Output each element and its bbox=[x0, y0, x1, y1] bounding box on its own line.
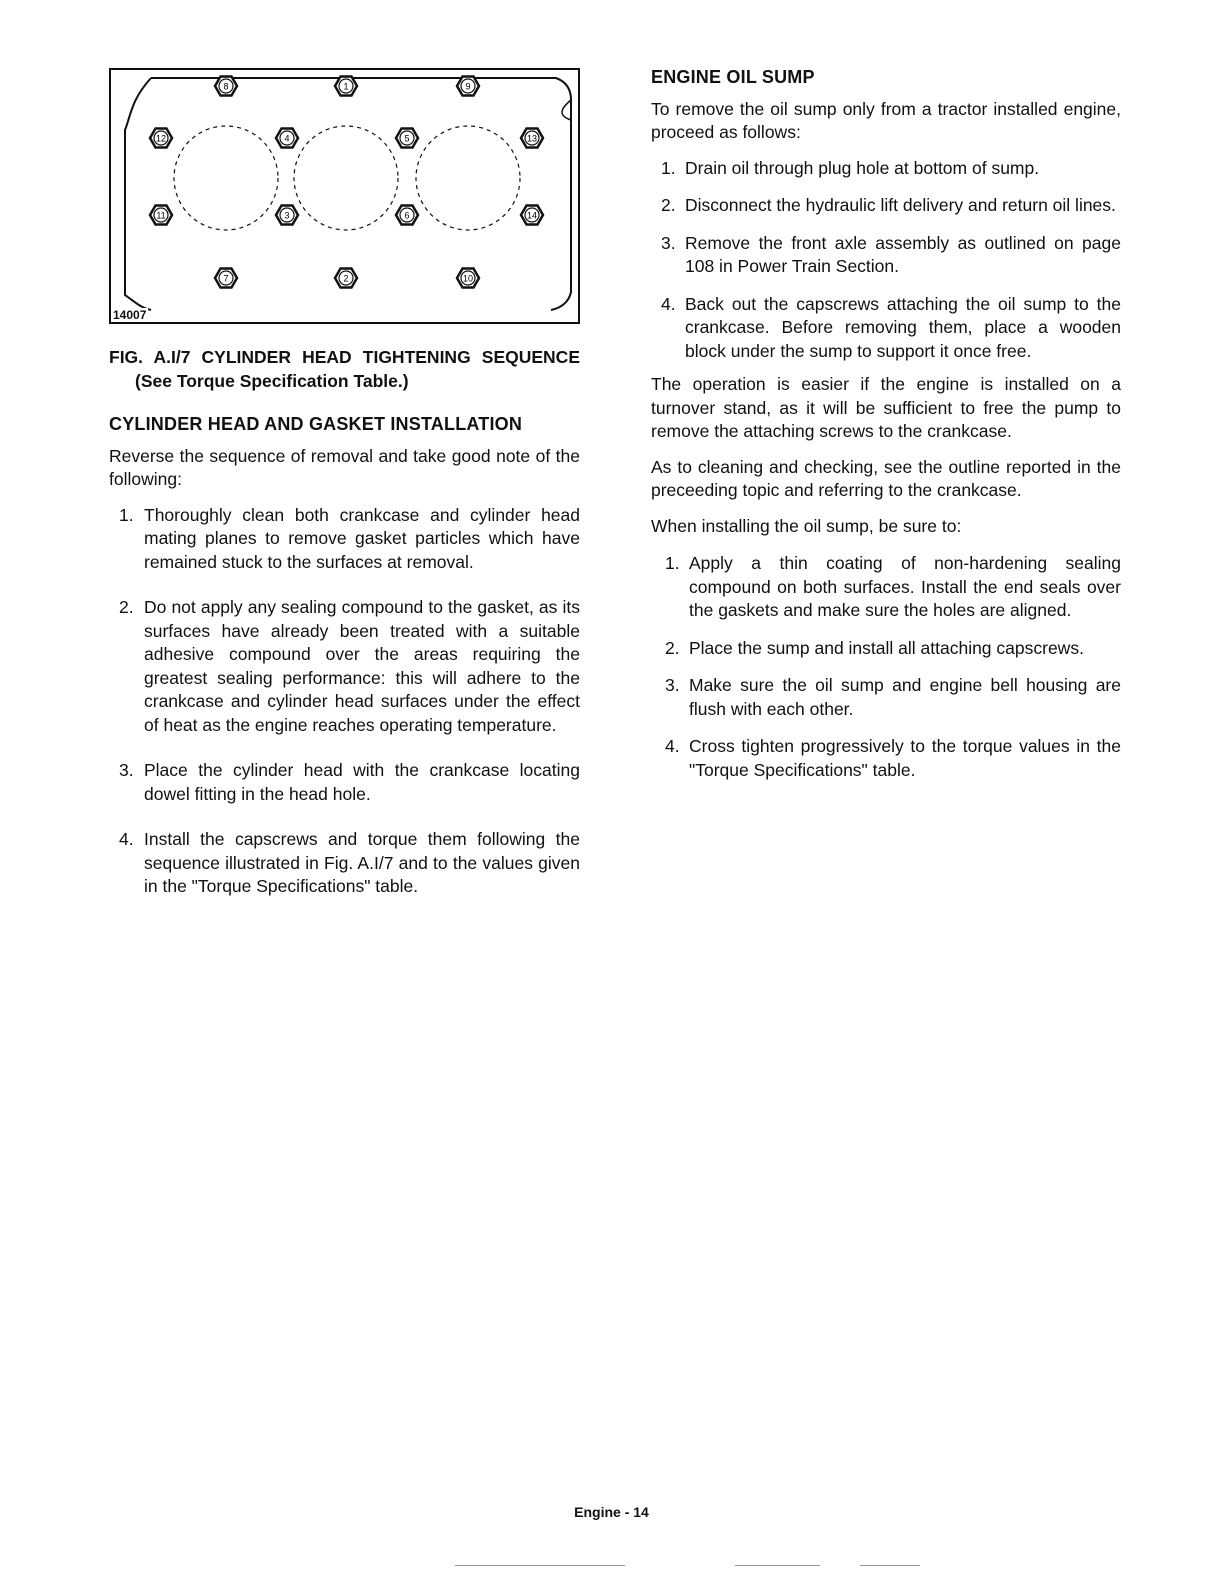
bolt-12 bbox=[150, 129, 172, 148]
bolt-number-label: 12 bbox=[155, 133, 167, 144]
paragraph-turnover-stand: The operation is easier if the engine is installed on a turnover stand, as it will be sufficient to free the pump to remove the attaching screws to the crankcase. bbox=[651, 374, 1121, 441]
cylinder-head-figure bbox=[109, 68, 580, 324]
bolt-number-label: 7 bbox=[223, 273, 229, 284]
intro-paragraph: Reverse the sequence of removal and take good note of the following: bbox=[109, 445, 580, 489]
figure-caption: FIG. A.I/7 CYLINDER HEAD TIGHTENING SEQUENCE (See Torque Specification Table.) bbox=[109, 347, 580, 391]
bolt-number-label: 8 bbox=[223, 81, 229, 92]
bolt-13 bbox=[521, 129, 543, 148]
bolt-number-label: 11 bbox=[156, 210, 166, 221]
list-item: 2. Place the sump and install all attaching capscrews. bbox=[665, 637, 1084, 658]
list-item: 1. Apply a thin coating of non-hardening sealing compound on both surfaces. Install the end seals over the gaskets and make sure the holes are aligned. bbox=[665, 553, 1121, 620]
bolt-number-label: 2 bbox=[343, 273, 349, 284]
cylinder-bore bbox=[174, 126, 278, 230]
bolt-1 bbox=[335, 77, 357, 96]
list-item: 4. Back out the capscrews attaching the oil sump to the crankcase. Before removing them, place a wooden block under the sump to support it once free. bbox=[661, 293, 1121, 361]
bolt-4 bbox=[276, 129, 298, 148]
bolt-7 bbox=[215, 269, 237, 288]
cylinder-bore bbox=[294, 126, 398, 230]
figure-id-label: 14007 bbox=[113, 308, 147, 322]
bolt-8 bbox=[215, 77, 237, 96]
section-heading-cylinder-head: CYLINDER HEAD AND GASKET INSTALLATION bbox=[109, 414, 523, 434]
intro-paragraph: To remove the oil sump only from a tractor installed engine, proceed as follows: bbox=[651, 98, 1121, 142]
bolt-2 bbox=[335, 269, 357, 288]
bolt-number-label: 3 bbox=[284, 210, 290, 221]
installation-steps-list bbox=[109, 504, 580, 899]
bolt-10 bbox=[457, 269, 479, 288]
installing-steps-list bbox=[651, 552, 1121, 782]
list-item: 2. Do not apply any sealing compound to the gasket, as its surfaces have already been treated with a suitable adhesive compound over the areas requiring the greatest sealing performance: this will adhere to the crankcase and cylinder head surfaces under the effect of heat as the engine reaches operating temperature. bbox=[119, 597, 580, 735]
bolt-9 bbox=[457, 77, 479, 96]
scan-artifact-line bbox=[860, 1565, 920, 1566]
list-item: 1. Drain oil through plug hole at bottom of sump. bbox=[661, 157, 1040, 178]
section-heading-oil-sump: ENGINE OIL SUMP bbox=[651, 67, 815, 87]
bolt-5 bbox=[396, 129, 418, 148]
bolt-number-label: 13 bbox=[526, 133, 538, 144]
bolt-number-label: 14 bbox=[526, 210, 538, 221]
paragraph-cleaning: As to cleaning and checking, see the outline reported in the preceeding topic and referring to the crankcase. bbox=[651, 456, 1121, 500]
scan-artifact-line bbox=[735, 1565, 820, 1566]
bolt-3 bbox=[276, 206, 298, 225]
list-item: 1. Thoroughly clean both crankcase and cylinder head mating planes to remove gasket particles which have remained stuck to the surfaces at removal. bbox=[119, 504, 580, 572]
list-item: 4. Cross tighten progressively to the torque values in the "Torque Specifications" table. bbox=[665, 736, 1121, 780]
right-column bbox=[651, 66, 1121, 796]
left-column bbox=[109, 68, 580, 913]
page-footer: Engine - 14 bbox=[574, 1504, 649, 1520]
bolt-11 bbox=[150, 206, 172, 225]
bolt-number-label: 10 bbox=[462, 273, 474, 284]
list-item: 2. Disconnect the hydraulic lift delivery and return oil lines. bbox=[661, 195, 1116, 215]
removal-steps-list bbox=[651, 157, 1121, 364]
list-item: 3. Make sure the oil sump and engine bell housing are flush with each other. bbox=[665, 675, 1121, 719]
list-item: 3. Place the cylinder head with the crankcase locating dowel fitting in the head hole. bbox=[119, 760, 580, 804]
bolt-number-label: 5 bbox=[404, 133, 410, 144]
cylinder-head-diagram bbox=[111, 70, 578, 322]
bolt-number-label: 9 bbox=[465, 81, 471, 92]
bolt-6 bbox=[396, 206, 418, 225]
cylinder-bore bbox=[416, 126, 520, 230]
paragraph-installing: When installing the oil sump, be sure to: bbox=[651, 515, 962, 536]
bolt-number-label: 4 bbox=[284, 133, 290, 144]
list-item: 4. Install the capscrews and torque them following the sequence illustrated in Fig. A.I/7 and to the values given in the "Torque Specifications" table. bbox=[119, 829, 580, 896]
bolt-number-label: 6 bbox=[404, 210, 410, 221]
bolt-14 bbox=[521, 206, 543, 225]
bolt-number-label: 1 bbox=[343, 81, 349, 92]
scan-artifact-line bbox=[455, 1565, 625, 1566]
list-item: 3. Remove the front axle assembly as outlined on page 108 in Power Train Section. bbox=[661, 232, 1121, 276]
